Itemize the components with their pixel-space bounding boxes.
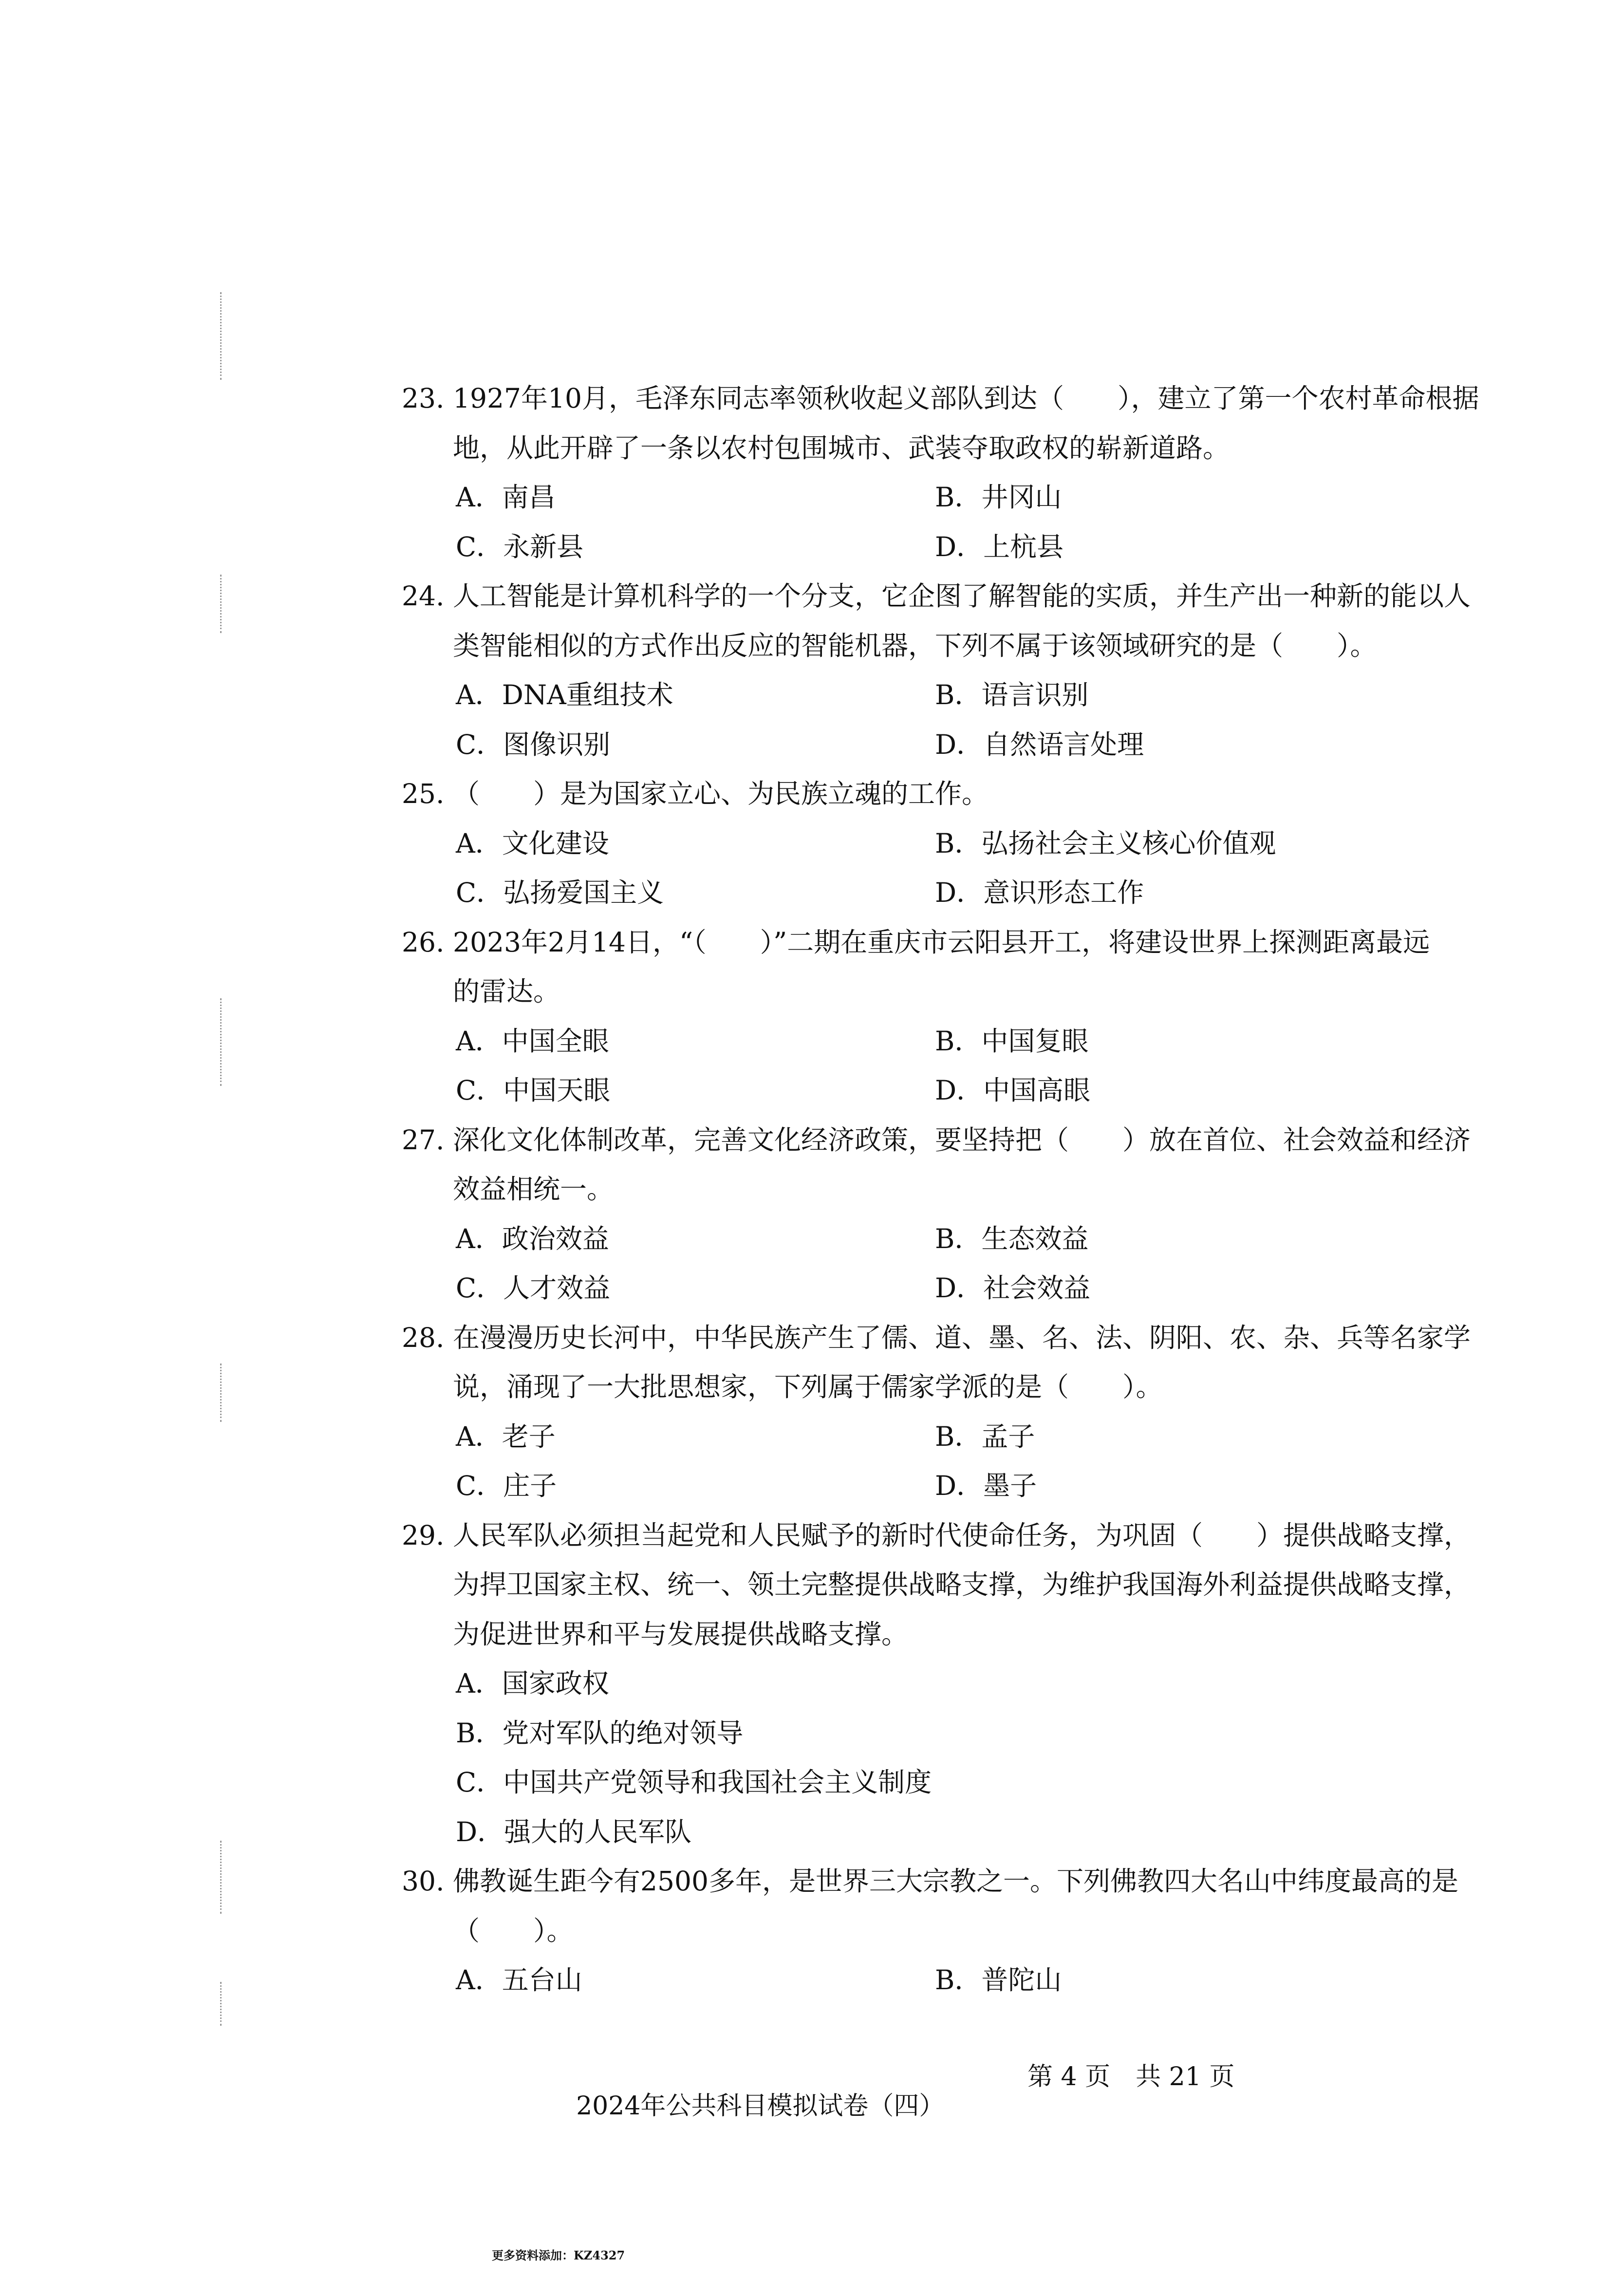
question-text: 深化文化体制改革，完善文化经济政策，要坚持把（ ）放在首位、社会效益和经济 [453, 1124, 1471, 1156]
option-row [0, 1758, 1623, 1808]
question-stem-line [0, 769, 1623, 819]
page-footer [560, 2056, 1235, 2151]
answer-option: B．党对军队的绝对领导 [456, 1717, 744, 1749]
question-text: 为捍卫国家主权、统一、领土完整提供战略支撑，为维护我国海外利益提供战略支撑， [453, 1569, 1471, 1600]
option-row [0, 1659, 1623, 1709]
question-stem-line [0, 374, 1623, 424]
option-row [0, 868, 1623, 918]
option-row [0, 1017, 1623, 1066]
question-stem-line [0, 1906, 1623, 1956]
question-number: 26. [402, 926, 445, 958]
question-list [0, 374, 1623, 2005]
watermark-text: 更多资料添加：KZ4327 [492, 2248, 625, 2262]
option-row [0, 1461, 1623, 1511]
question-text: 说，涌现了一大批思想家，下列属于儒家学派的是（ ）。 [453, 1371, 1163, 1402]
question-stem-line [0, 1116, 1623, 1165]
question-stem-line [0, 424, 1623, 473]
option-row [0, 720, 1623, 770]
option-row [0, 1264, 1623, 1313]
answer-option: A．DNA重组技术 [456, 679, 673, 710]
answer-option: B．井冈山 [935, 482, 1062, 513]
option-row [0, 1214, 1623, 1264]
question-number: 29. [402, 1519, 445, 1551]
page-number: 第 4 页 共 21 页 [1027, 2062, 1235, 2091]
question-stem-line [0, 918, 1623, 968]
question-number: 25. [402, 778, 445, 809]
question-stem-line [0, 1313, 1623, 1363]
answer-option: B．中国复眼 [935, 1025, 1089, 1057]
question-number: 30. [402, 1866, 445, 1897]
question-stem-line [0, 1363, 1623, 1412]
question-stem-line [0, 1165, 1623, 1214]
question-text: 在漫漫历史长河中，中华民族产生了儒、道、墨、名、法、阴阳、农、杂、兵等名家学 [453, 1322, 1471, 1353]
option-row [0, 473, 1623, 523]
answer-option: C．永新县 [456, 531, 584, 562]
question-number: 28. [402, 1322, 445, 1353]
answer-option: A．中国全眼 [456, 1025, 609, 1057]
answer-option: C．图像识别 [456, 728, 611, 760]
question-text: 佛教诞生距今有2500多年，是世界三大宗教之一。下列佛教四大名山中纬度最高的是 [453, 1866, 1458, 1897]
question-stem-line [0, 967, 1623, 1017]
answer-option: B．普陀山 [935, 1964, 1062, 1996]
answer-option: A．五台山 [456, 1964, 582, 1996]
question-stem-line [0, 1560, 1623, 1610]
question-text: （ ）。 [453, 1915, 574, 1946]
answer-option: C．弘扬爱国主义 [456, 877, 664, 908]
answer-option: D．社会效益 [935, 1272, 1091, 1304]
option-row [0, 523, 1623, 572]
answer-option: B．弘扬社会主义核心价值观 [935, 827, 1276, 859]
answer-option: C．中国共产党领导和我国社会主义制度 [456, 1767, 932, 1798]
answer-option: C．庄子 [456, 1470, 557, 1501]
question-number: 23. [402, 383, 445, 414]
answer-option: A．文化建设 [456, 827, 609, 859]
question-text: 地，从此开辟了一条以农村包围城市、武装夺取政权的崭新道路。 [453, 432, 1230, 464]
answer-option: B．生态效益 [935, 1223, 1089, 1254]
option-row [0, 1412, 1623, 1462]
answer-option: A．政治效益 [456, 1223, 609, 1254]
option-row [0, 819, 1623, 869]
answer-option: D．强大的人民军队 [456, 1816, 692, 1848]
option-row [0, 671, 1623, 720]
question-stem-line [0, 1857, 1623, 1906]
answer-option: B．孟子 [935, 1420, 1035, 1452]
question-text: 的雷达。 [453, 976, 560, 1007]
answer-option: A．国家政权 [456, 1668, 609, 1699]
answer-option: C．中国天眼 [456, 1075, 611, 1106]
answer-option: C．人才效益 [456, 1272, 611, 1304]
answer-option: A．老子 [456, 1420, 556, 1452]
answer-option: D．中国高眼 [935, 1075, 1091, 1106]
option-row [0, 1066, 1623, 1116]
question-number: 27. [402, 1124, 445, 1156]
answer-option: D．自然语言处理 [935, 728, 1144, 760]
question-text: 人民军队必须担当起党和人民赋予的新时代使命任务，为巩固（ ）提供战略支撑， [453, 1519, 1471, 1551]
question-text: 类智能相似的方式作出反应的智能机器，下列不属于该领域研究的是（ ）。 [453, 630, 1377, 661]
answer-option: A．南昌 [456, 482, 556, 513]
option-row [0, 1956, 1623, 2005]
question-text: 人工智能是计算机科学的一个分支，它企图了解智能的实质，并生产出一种新的能以人 [453, 580, 1471, 612]
question-text: （ ）是为国家立心、为民族立魂的工作。 [453, 778, 989, 809]
question-number: 24. [402, 580, 445, 612]
answer-option: B．语言识别 [935, 679, 1089, 710]
question-text: 1927年10月，毛泽东同志率领秋收起义部队到达（ ），建立了第一个农村革命根据 [453, 383, 1479, 414]
option-row [0, 1709, 1623, 1758]
question-text: 效益相统一。 [453, 1174, 614, 1205]
question-stem-line [0, 1511, 1623, 1561]
question-stem-line [0, 1610, 1623, 1660]
exam-title: 2024年公共科目模拟试卷（四） [576, 2091, 945, 2121]
answer-option: D．上杭县 [935, 531, 1064, 562]
option-row [0, 1808, 1623, 1857]
question-text: 2023年2月14日，“（ ）”二期在重庆市云阳县开工，将建设世界上探测距离最远 [453, 926, 1430, 958]
question-stem-line [0, 572, 1623, 621]
question-stem-line [0, 621, 1623, 671]
binding-margin-mark [220, 292, 222, 380]
answer-option: D．墨子 [935, 1470, 1037, 1501]
answer-option: D．意识形态工作 [935, 877, 1144, 908]
question-text: 为促进世界和平与发展提供战略支撑。 [453, 1618, 909, 1650]
